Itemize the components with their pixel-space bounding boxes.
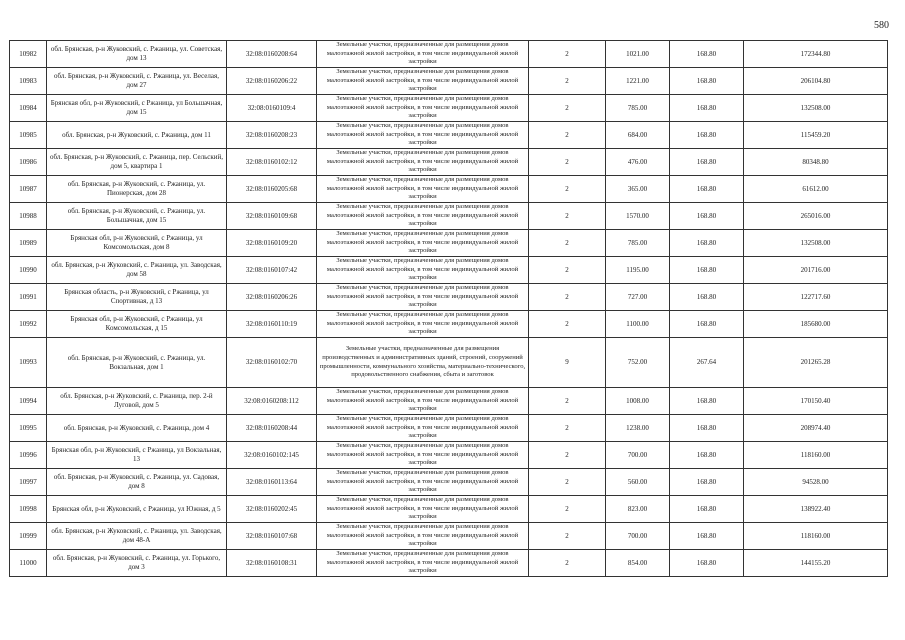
address-cell: обл. Брянская, р-н Жуковский, с. Ржаница, ул. Пионерская, дом 28 [47,176,227,203]
cadastral-number-cell: 32:08:0160206:26 [227,284,317,311]
table-row [10,68,888,95]
address-cell: Брянская обл, р-н Жуковский, с Ржаница, ул Комсомольская, дом 8 [47,230,227,257]
cadastral-value-cell: 118160.00 [744,442,888,469]
cadastral-number-cell: 32:08:0160109:20 [227,230,317,257]
specific-value-cell: 168.80 [670,41,744,68]
table-row [10,41,888,68]
table-row [10,257,888,284]
cadastral-number-cell: 32:08:0160206:22 [227,68,317,95]
cadastral-value-cell: 122717.60 [744,284,888,311]
area-cell: 1221.00 [606,68,670,95]
specific-value-cell: 168.80 [670,523,744,550]
cadastral-number-cell: 32:08:0160205:68 [227,176,317,203]
category-cell: 2 [529,230,606,257]
table-row [10,230,888,257]
specific-value-cell: 168.80 [670,68,744,95]
specific-value-cell: 168.80 [670,388,744,415]
cadastral-value-cell: 172344.80 [744,41,888,68]
permitted-use-cell: Земельные участки, предназначенные для размещения домов малоэтажной жилой застройки, в том числе индивидуальной жилой застройки [317,41,529,68]
cadastral-number-cell: 32:08:0160202:45 [227,496,317,523]
cadastral-number-cell: 32:08:0160102:70 [227,338,317,388]
row-number-cell: 10990 [10,257,47,284]
category-cell: 2 [529,550,606,577]
category-cell: 2 [529,284,606,311]
row-number-cell: 10986 [10,149,47,176]
table-row [10,176,888,203]
address-cell: обл. Брянская, р-н Жуковский, с. Ржаница, дом 11 [47,122,227,149]
permitted-use-cell: Земельные участки, предназначенные для размещения домов малоэтажной жилой застройки, в том числе индивидуальной жилой застройки [317,496,529,523]
cadastral-number-cell: 32:08:0160208:44 [227,415,317,442]
permitted-use-cell: Земельные участки, предназначенные для размещения домов малоэтажной жилой застройки, в том числе индивидуальной жилой застройки [317,68,529,95]
address-cell: обл. Брянская, р-н Жуковский, с. Ржаница, ул. Веселая, дом 27 [47,68,227,95]
cadastral-number-cell: 32:08:0160208:112 [227,388,317,415]
cadastral-value-cell: 265016.00 [744,203,888,230]
area-cell: 1238.00 [606,415,670,442]
specific-value-cell: 168.80 [670,176,744,203]
permitted-use-cell: Земельные участки, предназначенные для размещения домов малоэтажной жилой застройки, в том числе индивидуальной жилой застройки [317,122,529,149]
category-cell: 2 [529,203,606,230]
category-cell: 2 [529,95,606,122]
area-cell: 365.00 [606,176,670,203]
cadastral-value-cell: 132508.00 [744,230,888,257]
specific-value-cell: 168.80 [670,284,744,311]
cadastral-number-cell: 32:08:0160109:68 [227,203,317,230]
specific-value-cell: 168.80 [670,496,744,523]
row-number-cell: 10999 [10,523,47,550]
row-number-cell: 10998 [10,496,47,523]
category-cell: 2 [529,122,606,149]
area-cell: 823.00 [606,496,670,523]
category-cell: 2 [529,68,606,95]
land-registry-table [9,40,888,577]
area-cell: 1100.00 [606,311,670,338]
category-cell: 2 [529,388,606,415]
permitted-use-cell: Земельные участки, предназначенные для размещения производственных и административных зданий, строений, сооружений промышленности, коммунального хозяйства, материально-технического, продовольственного снабжения, сбыта и заготовок [317,338,529,388]
row-number-cell: 10996 [10,442,47,469]
table-row [10,338,888,388]
row-number-cell: 10997 [10,469,47,496]
address-cell: обл. Брянская, р-н Жуковский, с. Ржаница, ул. Советская, дом 13 [47,41,227,68]
specific-value-cell: 168.80 [670,203,744,230]
row-number-cell: 10988 [10,203,47,230]
row-number-cell: 10989 [10,230,47,257]
permitted-use-cell: Земельные участки, предназначенные для размещения домов малоэтажной жилой застройки, в том числе индивидуальной жилой застройки [317,284,529,311]
area-cell: 1570.00 [606,203,670,230]
category-cell: 2 [529,311,606,338]
table-row [10,550,888,577]
cadastral-number-cell: 32:08:0160113:64 [227,469,317,496]
area-cell: 700.00 [606,442,670,469]
cadastral-value-cell: 118160.00 [744,523,888,550]
row-number-cell: 11000 [10,550,47,577]
address-cell: обл. Брянская, р-н Жуковский, с. Ржаница, пер. 2-й Луговой, дом 5 [47,388,227,415]
address-cell: Брянская обл, р-н Жуковский, с Ржаница, ул Большачная, дом 15 [47,95,227,122]
area-cell: 1021.00 [606,41,670,68]
table-row [10,523,888,550]
area-cell: 1008.00 [606,388,670,415]
specific-value-cell: 168.80 [670,415,744,442]
cadastral-number-cell: 32:08:0160108:31 [227,550,317,577]
cadastral-number-cell: 32:08:0160208:64 [227,41,317,68]
specific-value-cell: 168.80 [670,257,744,284]
address-cell: обл. Брянская, р-н Жуковский, с. Ржаница, дом 4 [47,415,227,442]
row-number-cell: 10995 [10,415,47,442]
address-cell: обл. Брянская, р-н Жуковский, с. Ржаница, ул. Вокзальная, дом 1 [47,338,227,388]
table-row [10,284,888,311]
specific-value-cell: 168.80 [670,122,744,149]
specific-value-cell: 168.80 [670,149,744,176]
row-number-cell: 10994 [10,388,47,415]
permitted-use-cell: Земельные участки, предназначенные для размещения домов малоэтажной жилой застройки, в том числе индивидуальной жилой застройки [317,311,529,338]
row-number-cell: 10992 [10,311,47,338]
permitted-use-cell: Земельные участки, предназначенные для размещения домов малоэтажной жилой застройки, в том числе индивидуальной жилой застройки [317,442,529,469]
specific-value-cell: 267.64 [670,338,744,388]
table-row [10,415,888,442]
permitted-use-cell: Земельные участки, предназначенные для размещения домов малоэтажной жилой застройки, в том числе индивидуальной жилой застройки [317,203,529,230]
address-cell: обл. Брянская, р-н Жуковский, с. Ржаница, ул. Заводская, дом 48-А [47,523,227,550]
category-cell: 2 [529,415,606,442]
area-cell: 700.00 [606,523,670,550]
cadastral-number-cell: 32:08:0160208:23 [227,122,317,149]
category-cell: 2 [529,41,606,68]
permitted-use-cell: Земельные участки, предназначенные для размещения домов малоэтажной жилой застройки, в том числе индивидуальной жилой застройки [317,95,529,122]
cadastral-number-cell: 32:08:0160110:19 [227,311,317,338]
table-row [10,95,888,122]
category-cell: 2 [529,442,606,469]
table-row [10,122,888,149]
table-row [10,388,888,415]
cadastral-value-cell: 170150.40 [744,388,888,415]
row-number-cell: 10984 [10,95,47,122]
address-cell: обл. Брянская, р-н Жуковский, с. Ржаница, ул. Садовая, дом 8 [47,469,227,496]
specific-value-cell: 168.80 [670,230,744,257]
specific-value-cell: 168.80 [670,442,744,469]
area-cell: 476.00 [606,149,670,176]
row-number-cell: 10982 [10,41,47,68]
category-cell: 2 [529,149,606,176]
category-cell: 9 [529,338,606,388]
permitted-use-cell: Земельные участки, предназначенные для размещения домов малоэтажной жилой застройки, в том числе индивидуальной жилой застройки [317,149,529,176]
permitted-use-cell: Земельные участки, предназначенные для размещения домов малоэтажной жилой застройки, в том числе индивидуальной жилой застройки [317,257,529,284]
table-row [10,469,888,496]
category-cell: 2 [529,469,606,496]
cadastral-value-cell: 144155.20 [744,550,888,577]
cadastral-number-cell: 32:08:0160109:4 [227,95,317,122]
area-cell: 684.00 [606,122,670,149]
area-cell: 854.00 [606,550,670,577]
specific-value-cell: 168.80 [670,550,744,577]
cadastral-number-cell: 32:08:0160107:42 [227,257,317,284]
permitted-use-cell: Земельные участки, предназначенные для размещения домов малоэтажной жилой застройки, в том числе индивидуальной жилой застройки [317,469,529,496]
row-number-cell: 10987 [10,176,47,203]
cadastral-value-cell: 201265.28 [744,338,888,388]
table-row [10,496,888,523]
category-cell: 2 [529,496,606,523]
cadastral-value-cell: 185680.00 [744,311,888,338]
address-cell: Брянская обл, р-н Жуковский, с Ржаница, ул Вокзальная, 13 [47,442,227,469]
cadastral-value-cell: 201716.00 [744,257,888,284]
permitted-use-cell: Земельные участки, предназначенные для размещения домов малоэтажной жилой застройки, в том числе индивидуальной жилой застройки [317,523,529,550]
address-cell: обл. Брянская, р-н Жуковский, с. Ржаница, ул. Заводская, дом 58 [47,257,227,284]
permitted-use-cell: Земельные участки, предназначенные для размещения домов малоэтажной жилой застройки, в том числе индивидуальной жилой застройки [317,415,529,442]
address-cell: Брянская обл, р-н Жуковский, с Ржаница, ул Южная, д 5 [47,496,227,523]
area-cell: 560.00 [606,469,670,496]
address-cell: обл. Брянская, р-н Жуковский, с. Ржаница, ул. Большачная, дом 15 [47,203,227,230]
area-cell: 752.00 [606,338,670,388]
table-row [10,442,888,469]
specific-value-cell: 168.80 [670,311,744,338]
row-number-cell: 10991 [10,284,47,311]
area-cell: 785.00 [606,95,670,122]
cadastral-number-cell: 32:08:0160107:68 [227,523,317,550]
row-number-cell: 10993 [10,338,47,388]
address-cell: обл. Брянская, р-н Жуковский, с. Ржаница, пер. Сельский, дом 5, квартира 1 [47,149,227,176]
cadastral-value-cell: 94528.00 [744,469,888,496]
row-number-cell: 10985 [10,122,47,149]
cadastral-value-cell: 115459.20 [744,122,888,149]
table-row [10,203,888,230]
table-row [10,311,888,338]
cadastral-number-cell: 32:08:0160102:145 [227,442,317,469]
cadastral-value-cell: 80348.80 [744,149,888,176]
permitted-use-cell: Земельные участки, предназначенные для размещения домов малоэтажной жилой застройки, в том числе индивидуальной жилой застройки [317,176,529,203]
permitted-use-cell: Земельные участки, предназначенные для размещения домов малоэтажной жилой застройки, в том числе индивидуальной жилой застройки [317,230,529,257]
permitted-use-cell: Земельные участки, предназначенные для размещения домов малоэтажной жилой застройки, в том числе индивидуальной жилой застройки [317,550,529,577]
category-cell: 2 [529,176,606,203]
page-number: 580 [874,20,889,31]
cadastral-value-cell: 61612.00 [744,176,888,203]
cadastral-value-cell: 206104.80 [744,68,888,95]
area-cell: 727.00 [606,284,670,311]
area-cell: 1195.00 [606,257,670,284]
cadastral-value-cell: 138922.40 [744,496,888,523]
permitted-use-cell: Земельные участки, предназначенные для размещения домов малоэтажной жилой застройки, в том числе индивидуальной жилой застройки [317,388,529,415]
category-cell: 2 [529,257,606,284]
cadastral-value-cell: 132508.00 [744,95,888,122]
row-number-cell: 10983 [10,68,47,95]
specific-value-cell: 168.80 [670,95,744,122]
cadastral-number-cell: 32:08:0160102:12 [227,149,317,176]
cadastral-value-cell: 208974.40 [744,415,888,442]
address-cell: обл. Брянская, р-н Жуковский, с. Ржаница, ул. Горького, дом 3 [47,550,227,577]
table-row [10,149,888,176]
address-cell: Брянская область, р-н Жуковский, с Ржаница, ул Спортивная, д 13 [47,284,227,311]
table-body [10,41,888,577]
area-cell: 785.00 [606,230,670,257]
category-cell: 2 [529,523,606,550]
address-cell: Брянская обл, р-н Жуковский, с Ржаница, ул Комсомольская, д 15 [47,311,227,338]
specific-value-cell: 168.80 [670,469,744,496]
